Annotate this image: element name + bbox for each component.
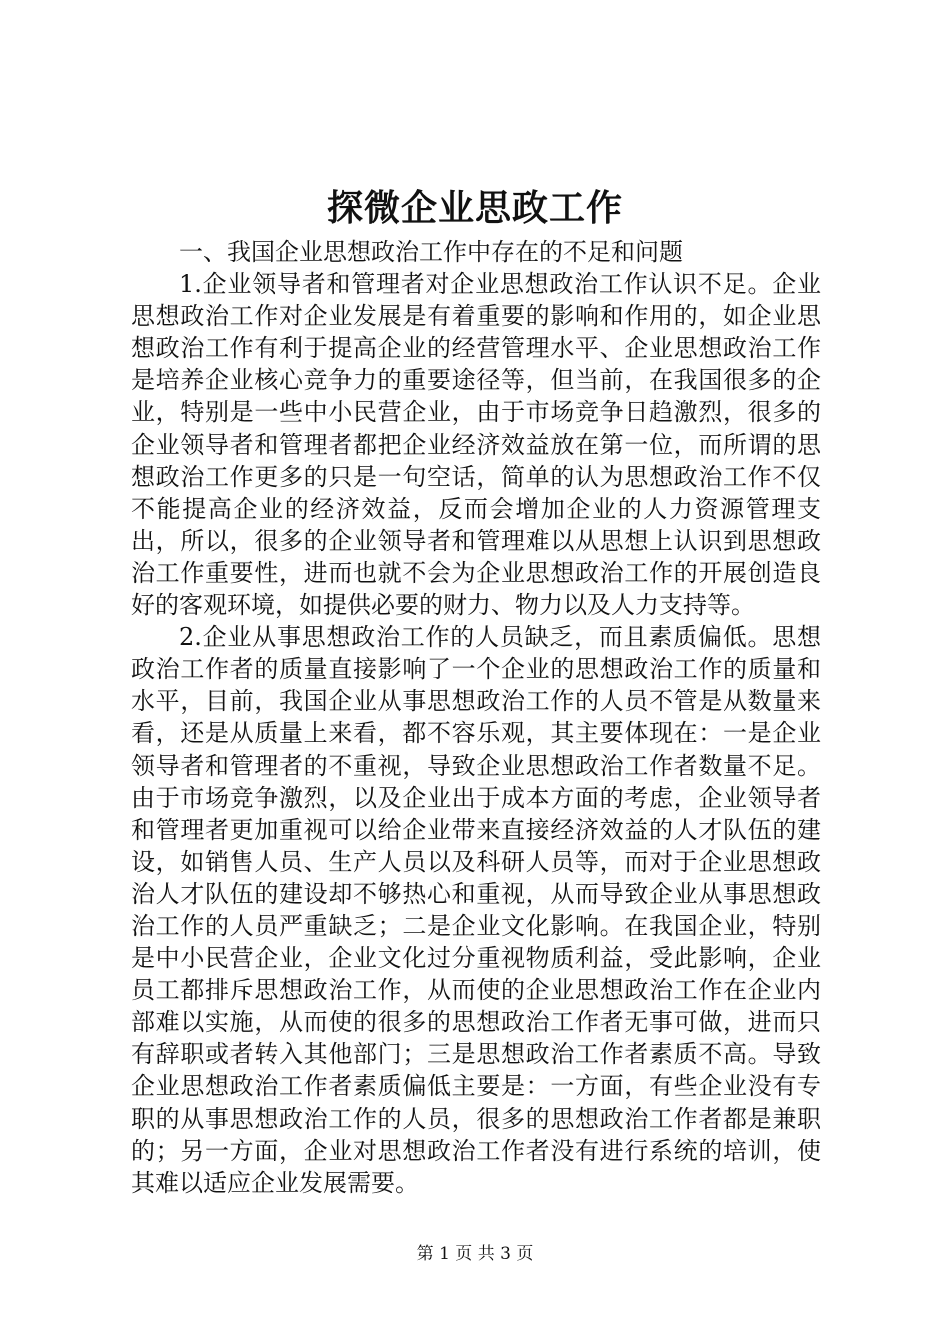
body-paragraph: 1.企业领导者和管理者对企业思想政治工作认识不足。企业思想政治工作对企业发展是有着重要的影响和作用的，如企业思想政治工作有利于提高企业的经营管理水平、企业思想政治工作是培养企业核心竞争力的重要途径等，但当前，在我国很多的企业，特别是一些中小民营企业，由于市场竞争日趋激烈，很多的企业领导者和管理者都把企业经济效益放在第一位，而所谓的思想政治工作更多的只是一句空话，简单的认为思想政治工作不仅不能提高企业的经济效益，反而会增加企业的人力资源管理支出，所以，很多的企业领导者和管理难以从思想上认识到思想政治工作重要性，进而也就不会为企业思想政治工作的开展创造良好的客观环境，如提供必要的财力、物力以及人力支持等。 (131, 270, 821, 620)
body-paragraph: 2.企业从事思想政治工作的人员缺乏，而且素质偏低。思想政治工作者的质量直接影响了一个企业的思想政治工作的质量和水平，目前，我国企业从事思想政治工作的人员不管是从数量来看，还是从质量上来看，都不容乐观，其主要体现在：一是企业领导者和管理者的不重视，导致企业思想政治工作者数量不足。由于市场竞争激烈，以及企业出于成本方面的考虑，企业领导者和管理者更加重视可以给企业带来直接经济效益的人才队伍的建设，如销售人员、生产人员以及科研人员等，而对于企业思想政治人才队伍的建设却不够热心和重视，从而导致企业从事思想政治工作的人员严重缺乏；二是企业文化影响。在我国企业，特别是中小民营企业，企业文化过分重视物质利益，受此影响，企业员工都排斥思想政治工作，从而使的企业思想政治工作在企业内部难以实施，从而使的很多的思想政治工作者无事可做，进而只有辞职或者转入其他部门；三是思想政治工作者素质不高。导致企业思想政治工作者素质偏低主要是：一方面，有些企业没有专职的从事思想政治工作的人员，很多的思想政治工作者都是兼职的；另一方面，企业对思想政治工作者没有进行系统的培训，使其难以适应企业发展需要。 (131, 623, 821, 1197)
document-body (131, 236, 821, 1199)
page-number-footer: 第 1 页 共 3 页 (416, 1244, 534, 1264)
section-heading: 一、我国企业思想政治工作中存在的不足和问题 (179, 238, 683, 266)
document-title: 探微企业思政工作 (326, 187, 623, 229)
